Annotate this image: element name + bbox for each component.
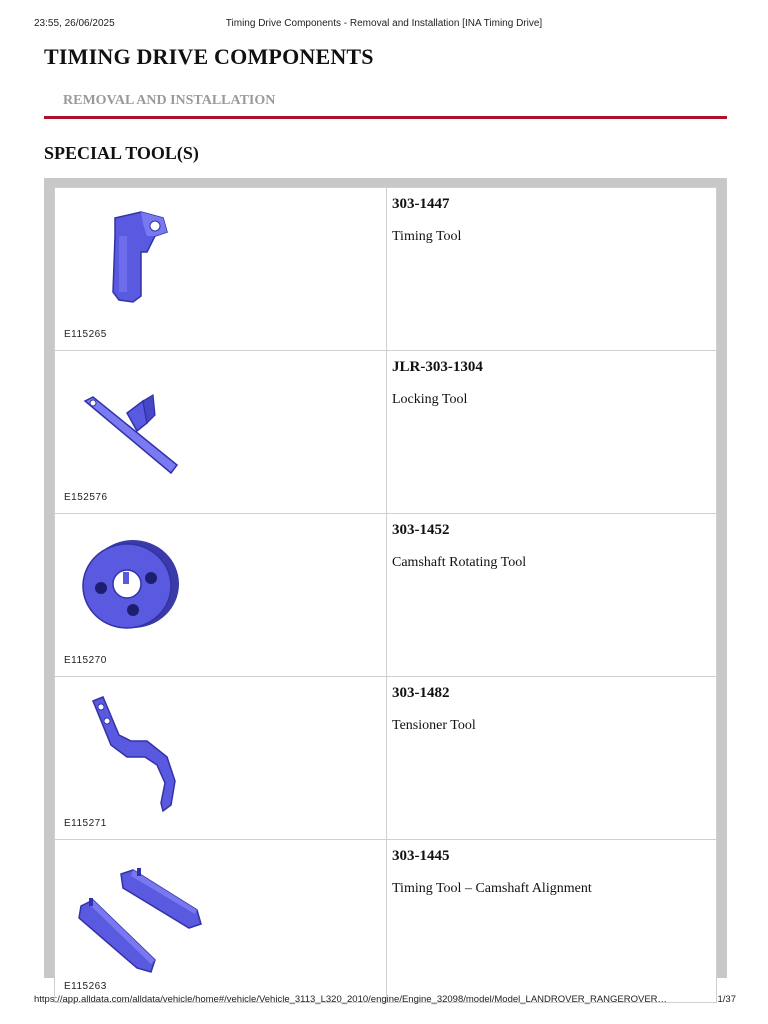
tool-info-cell [387, 677, 717, 840]
tool-number: 303-1445 [392, 848, 450, 864]
page-number: 1/37 [717, 994, 736, 1005]
tool-image-cell [55, 188, 387, 351]
print-header [0, 18, 768, 32]
tool-name: Tensioner Tool [392, 718, 476, 733]
tool-row [55, 188, 717, 351]
title-divider [44, 116, 727, 119]
special-tools-table [54, 187, 717, 1003]
camshaft-alignment-bars-icon [71, 848, 211, 978]
timing-tool-pin-icon [71, 196, 191, 316]
print-url: https://app.alldata.com/alldata/vehicle/home#/vehicle/Vehicle_3113_L320_2010/engine/Engine_32098/model/Model_LANDROVER_RANGEROVER… [34, 994, 668, 1005]
tool-number: 303-1452 [392, 522, 450, 538]
tool-row [55, 514, 717, 677]
tool-name: Timing Tool [392, 229, 462, 244]
tool-image-cell [55, 840, 387, 1003]
special-tools-table-frame [44, 178, 727, 992]
tool-info-cell [387, 351, 717, 514]
tool-info-cell [387, 840, 717, 1003]
print-datetime: 23:55, 26/06/2025 [34, 18, 115, 29]
tool-name: Locking Tool [392, 392, 468, 407]
tool-row [55, 677, 717, 840]
tool-number: 303-1447 [392, 196, 450, 212]
page-subtitle: REMOVAL AND INSTALLATION [63, 93, 276, 108]
tool-row [55, 840, 717, 1003]
locking-tool-icon [71, 359, 211, 479]
tool-info-cell [387, 514, 717, 677]
tool-image-code: E115271 [64, 818, 107, 829]
tool-image-code: E115270 [64, 655, 107, 666]
tool-number: 303-1482 [392, 685, 450, 701]
print-footer [0, 994, 768, 1008]
camshaft-rotating-disc-icon [71, 522, 191, 642]
tool-image-code: E115265 [64, 329, 107, 340]
tool-number: JLR-303-1304 [392, 359, 483, 375]
page-title: TIMING DRIVE COMPONENTS [44, 44, 374, 69]
tool-image-cell [55, 677, 387, 840]
print-document-title: Timing Drive Components - Removal and Installation [INA Timing Drive] [225, 18, 543, 29]
tensioner-hook-icon [71, 685, 201, 815]
tool-name: Timing Tool – Camshaft Alignment [392, 881, 592, 896]
tool-image-cell [55, 351, 387, 514]
tool-image-code: E152576 [64, 492, 108, 503]
tool-info-cell [387, 188, 717, 351]
section-title-special-tools: SPECIAL TOOL(S) [44, 143, 199, 163]
tool-image-code: E115263 [64, 981, 107, 992]
tool-name: Camshaft Rotating Tool [392, 555, 527, 570]
tool-image-cell [55, 514, 387, 677]
tool-row [55, 351, 717, 514]
